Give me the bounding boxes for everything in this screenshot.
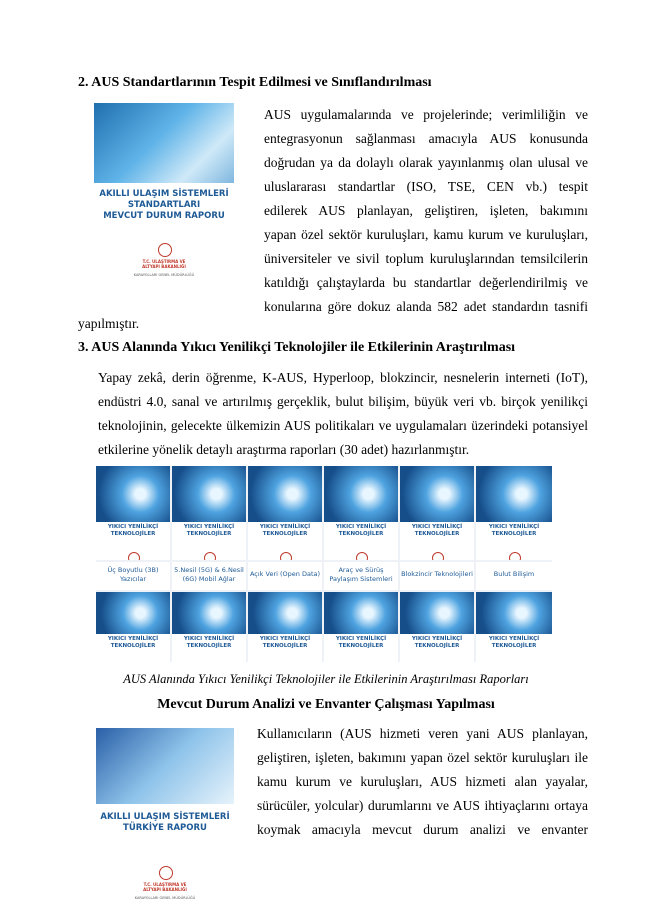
section-4-paragraph bbox=[257, 722, 588, 842]
section-3-last-line: etkilerine yönelik detaylı araştırma raporları (30 adet) hazırlanmıştır. bbox=[98, 442, 470, 457]
ministry-seal-icon bbox=[204, 552, 216, 560]
turkey-map-image bbox=[96, 728, 234, 804]
report-cover: YIKICI YENİLİKÇİ TEKNOLOJİLER bbox=[96, 592, 170, 662]
ministry-department: KARAYOLLARI GENEL MÜDÜRLÜĞÜ bbox=[133, 273, 195, 277]
paragraph-line: yapan özel sektör kuruluşları, kamu kurum ve kuruluşları, bbox=[264, 227, 588, 242]
cover-title-line-1: AKILLI ULAŞIM SİSTEMLERİ bbox=[99, 189, 229, 199]
section-2-last-line: yapılmıştır. bbox=[78, 316, 140, 331]
report-label: 5.Nesil (5G) & 6.Nesil (6G) Mobil Ağlar bbox=[172, 562, 246, 590]
ministry-seal-icon bbox=[509, 552, 521, 560]
cover-title-line-3: MEVCUT DURUM RAPORU bbox=[103, 211, 225, 221]
report-cover: YIKICI YENİLİKÇİ TEKNOLOJİLER bbox=[476, 592, 552, 662]
paragraph-line: üniversiteler ve sivil toplum kuruluşlarından temsilcilerin bbox=[264, 251, 588, 266]
ministry-seal-icon bbox=[128, 552, 140, 560]
report-cover: YIKICI YENİLİKÇİ TEKNOLOJİLER bbox=[400, 592, 474, 662]
report-cover: YIKICI YENİLİKÇİ TEKNOLOJİLER bbox=[324, 466, 398, 560]
report-label: Blokzincir Teknolojileri bbox=[400, 562, 474, 590]
report-label: Araç ve Sürüş Paylaşım Sistemleri bbox=[324, 562, 398, 590]
ministry-department: KARAYOLLARI GENEL MÜDÜRLÜĞÜ bbox=[134, 896, 196, 900]
report-cover: YIKICI YENİLİKÇİ TEKNOLOJİLER bbox=[248, 466, 322, 560]
paragraph-line: kamu kurum ve kuruluşları, AUS hizmeti alan yayalar, bbox=[257, 774, 588, 789]
ministry-seal-icon bbox=[159, 866, 173, 880]
report-cover: YIKICI YENİLİKÇİ TEKNOLOJİLER bbox=[96, 466, 170, 560]
section-2-heading: 2. AUS Standartlarının Tespit Edilmesi ve Sınıflandırılması bbox=[78, 75, 432, 90]
cover-image bbox=[94, 103, 234, 183]
paragraph-line: sürücüler, yolcular) durumlarını ve AUS ihtiyaçlarını ortaya bbox=[257, 798, 588, 813]
paragraph-line: entegrasyonun sağlanması amacıyla AUS konusunda bbox=[264, 131, 588, 146]
report-cover: YIKICI YENİLİKÇİ TEKNOLOJİLER bbox=[248, 592, 322, 662]
ministry-seal-icon bbox=[158, 243, 172, 257]
paragraph-line: koymak amacıyla mevcut durum analizi ve envanter bbox=[257, 822, 588, 837]
report-cover: YIKICI YENİLİKÇİ TEKNOLOJİLER bbox=[172, 466, 246, 560]
report-cover: YIKICI YENİLİKÇİ TEKNOLOJİLER bbox=[476, 466, 552, 560]
ministry-seal-icon bbox=[356, 552, 368, 560]
ministry-name-line-2: ALTYAPI BAKANLIĞI bbox=[143, 887, 187, 892]
report-cover: YIKICI YENİLİKÇİ TEKNOLOJİLER bbox=[324, 592, 398, 662]
paragraph-line: AUS uygulamalarında ve projelerinde; verimliliğin ve bbox=[264, 107, 588, 122]
cover-title-line-2: STANDARTLARI bbox=[127, 200, 201, 210]
report-label: Üç Boyutlu (3B) Yazıcılar bbox=[96, 562, 170, 590]
ministry-name-line-1: T.C. ULAŞTIRMA VE bbox=[143, 882, 187, 887]
standards-report-cover bbox=[94, 103, 234, 293]
cover-title-line-2: TÜRKİYE RAPORU bbox=[123, 823, 207, 833]
report-cover: YIKICI YENİLİKÇİ TEKNOLOJİLER bbox=[400, 466, 474, 560]
ministry-seal-icon bbox=[280, 552, 292, 560]
paragraph-line: Yapay zekâ, derin öğrenme, K-AUS, Hyperloop, blokzincir, nesnelerin interneti (IoT), bbox=[98, 370, 588, 385]
figure-caption: AUS Alanında Yıkıcı Yenilikçi Teknolojiler ile Etkilerinin Araştırılması Raporları bbox=[123, 672, 529, 686]
paragraph-line: geliştiren, işleten, bakımını yapan özel sektör kuruluşları ile bbox=[257, 750, 588, 765]
ministry-name-line-1: T.C. ULAŞTIRMA VE bbox=[142, 259, 186, 264]
section-3-heading: 3. AUS Alanında Yıkıcı Yenilikçi Teknolojiler ile Etkilerinin Araştırılması bbox=[78, 340, 516, 355]
paragraph-line: konularına göre dokuz alanda 582 adet standardın tasnifi bbox=[264, 299, 588, 314]
ministry-seal-icon bbox=[432, 552, 444, 560]
paragraph-line: katıldığı çalıştaylarda bu standartlar değerlendirilmiş ve bbox=[264, 275, 588, 290]
report-label: Açık Veri (Open Data) bbox=[248, 562, 322, 590]
section-2-paragraph bbox=[264, 103, 588, 319]
cover-title-line-1: AKILLI ULAŞIM SİSTEMLERİ bbox=[100, 812, 230, 822]
paragraph-line: doğrudan ya da dolaylı olarak yayınlanmış olan ulusal ve bbox=[264, 155, 588, 170]
paragraph-line: edilerek AUS planlayan, geliştiren, işleten, bakımını bbox=[264, 203, 588, 218]
paragraph-line: endüstri 4.0, sanal ve artırılmış gerçeklik, bulut bilişim, büyük veri vb. birçok yenilikçi bbox=[98, 394, 588, 409]
paragraph-line: uluslararası standartlar (ISO, TSE, CEN vb.) tespit bbox=[264, 179, 588, 194]
paragraph-line: teknolojinin, gelecekte ülkemizin AUS politikaları ve uygulamaları üzerindeki potansiyel bbox=[98, 418, 588, 433]
section-3-paragraph bbox=[98, 366, 588, 438]
ministry-name-line-2: ALTYAPI BAKANLIĞI bbox=[142, 264, 186, 269]
report-covers-grid bbox=[96, 466, 552, 662]
section-4-heading: Mevcut Durum Analizi ve Envanter Çalışması Yapılması bbox=[157, 697, 495, 712]
report-cover: YIKICI YENİLİKÇİ TEKNOLOJİLER bbox=[172, 592, 246, 662]
paragraph-line: Kullanıcıların (AUS hizmeti veren yani AUS planlayan, bbox=[257, 726, 588, 741]
turkey-report-cover bbox=[96, 728, 234, 908]
report-label: Bulut Bilişim bbox=[476, 562, 552, 590]
